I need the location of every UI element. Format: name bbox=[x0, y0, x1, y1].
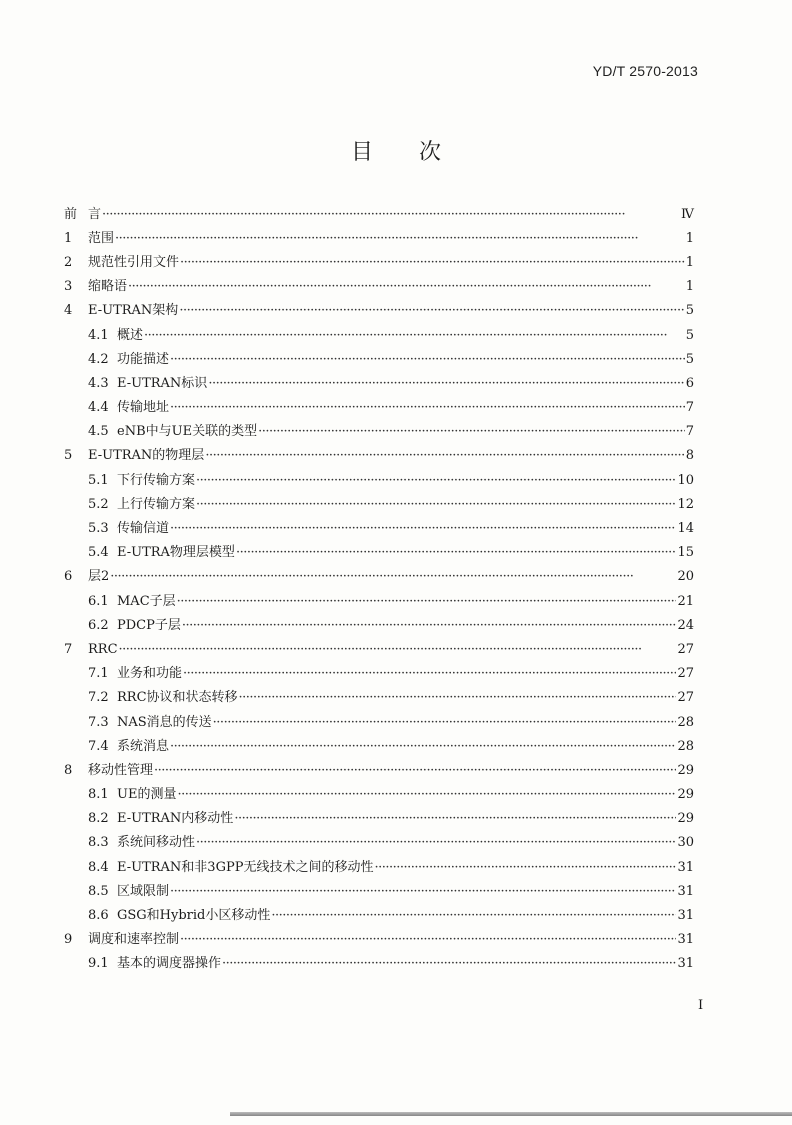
toc-entry[interactable] bbox=[64, 589, 694, 613]
toc-leader-dots bbox=[183, 667, 676, 680]
toc-entry[interactable] bbox=[64, 734, 694, 758]
toc-entry[interactable] bbox=[64, 275, 694, 299]
toc-entry-label: 规范性引用文件 bbox=[88, 254, 180, 270]
toc-entry-label: 功能描述 bbox=[117, 351, 170, 367]
toc-entry-label: E-UTRA物理层模型 bbox=[117, 545, 235, 561]
toc-entry-number: 8.2 bbox=[88, 811, 109, 827]
toc-entry-page: 24 bbox=[677, 617, 694, 633]
toc-entry-page: 5 bbox=[685, 351, 694, 367]
toc-entry-page: 8 bbox=[685, 448, 694, 464]
toc-entry[interactable] bbox=[64, 831, 694, 855]
toc-entry[interactable] bbox=[64, 928, 694, 952]
scan-edge-divider bbox=[230, 1112, 792, 1116]
toc-entry[interactable] bbox=[64, 903, 694, 927]
toc-entry-page: 31 bbox=[677, 883, 694, 899]
toc-entry[interactable] bbox=[64, 662, 694, 686]
toc-entry-label: 传输地址 bbox=[117, 400, 170, 416]
toc-entry-label: 业务和功能 bbox=[117, 666, 183, 682]
toc-entry-page: 31 bbox=[677, 956, 694, 972]
toc-entry-page: 14 bbox=[677, 521, 694, 537]
toc-entry[interactable] bbox=[64, 758, 694, 782]
toc-entry[interactable] bbox=[64, 323, 694, 347]
toc-leader-dots bbox=[180, 256, 685, 269]
toc-entry-label: 系统间移动性 bbox=[117, 835, 196, 851]
toc-entry-number: 5.3 bbox=[88, 521, 109, 537]
toc-entry-page: 6 bbox=[685, 375, 694, 391]
toc-entry-number: 7.2 bbox=[88, 690, 109, 706]
toc-entry-label: 传输信道 bbox=[117, 521, 170, 537]
toc-entry[interactable] bbox=[64, 952, 694, 976]
toc-entry-page: 29 bbox=[677, 762, 694, 778]
toc-entry-number: 5.1 bbox=[88, 472, 109, 488]
toc-leader-dots bbox=[239, 691, 677, 704]
toc-entry-page: 29 bbox=[677, 811, 694, 827]
toc-entry-label: MAC子层 bbox=[117, 593, 176, 609]
toc-entry-label: GSG和Hybrid小区移动性 bbox=[117, 908, 271, 924]
toc-entry-page: 7 bbox=[685, 400, 694, 416]
toc-entry-label: E-UTRAN的物理层 bbox=[88, 448, 205, 464]
toc-entry-label: 上行传输方案 bbox=[117, 496, 196, 512]
toc-entry-number: 3 bbox=[64, 279, 73, 295]
toc-entry-page: 12 bbox=[677, 496, 694, 512]
toc-entry[interactable] bbox=[64, 516, 694, 540]
toc-entry-page: 28 bbox=[677, 738, 694, 754]
toc-leader-dots bbox=[128, 280, 685, 293]
toc-entry-label: RRC bbox=[88, 641, 118, 657]
toc-entry[interactable] bbox=[64, 710, 694, 734]
toc-entry-label: 层2 bbox=[88, 569, 110, 585]
page-number: I bbox=[698, 998, 704, 1013]
toc-leader-dots bbox=[110, 570, 676, 583]
toc-entry-number: 8.5 bbox=[88, 883, 109, 899]
toc-entry-number: 6 bbox=[64, 569, 73, 585]
toc-entry-number: 8.3 bbox=[88, 835, 109, 851]
toc-entry-page: 27 bbox=[677, 641, 694, 657]
toc-leader-dots bbox=[236, 546, 677, 559]
toc-entry-label: 区域限制 bbox=[117, 883, 170, 899]
toc-entry-page: 31 bbox=[677, 932, 694, 948]
toc-entry-page: 5 bbox=[685, 327, 694, 343]
toc-entry-number: 7.4 bbox=[88, 738, 109, 754]
toc-entry[interactable] bbox=[64, 855, 694, 879]
toc-leader-dots bbox=[179, 304, 684, 317]
toc-entry[interactable] bbox=[64, 468, 694, 492]
toc-entry-page: 27 bbox=[677, 690, 694, 706]
toc-entry-label: 下行传输方案 bbox=[117, 472, 196, 488]
table-of-contents bbox=[64, 202, 694, 976]
toc-leader-dots bbox=[177, 788, 676, 801]
toc-entry-number: 1 bbox=[64, 230, 73, 246]
toc-entry-number: 9 bbox=[64, 932, 73, 948]
toc-entry-number: 8.6 bbox=[88, 908, 109, 924]
toc-entry[interactable] bbox=[64, 637, 694, 661]
toc-entry-number: 8.4 bbox=[88, 859, 109, 875]
toc-entry-page: 31 bbox=[677, 908, 694, 924]
toc-leader-dots bbox=[119, 643, 677, 656]
toc-entry[interactable] bbox=[64, 420, 694, 444]
toc-entry[interactable] bbox=[64, 347, 694, 371]
toc-entry-number: 7.1 bbox=[88, 666, 109, 682]
toc-entry-label: NAS消息的传送 bbox=[117, 714, 212, 730]
toc-entry-label: RRC协议和状态转移 bbox=[117, 690, 238, 706]
toc-entry-number: 9.1 bbox=[88, 956, 109, 972]
toc-entry-number: 5.4 bbox=[88, 545, 109, 561]
toc-entry-label: UE的测量 bbox=[117, 787, 177, 803]
toc-entry-label: 概述 bbox=[117, 327, 144, 343]
toc-entry[interactable] bbox=[64, 686, 694, 710]
toc-leader-dots bbox=[170, 740, 676, 753]
toc-leader-dots bbox=[144, 329, 685, 342]
toc-leader-dots bbox=[234, 812, 676, 825]
toc-entry-number: 4.3 bbox=[88, 375, 109, 391]
toc-entry[interactable] bbox=[64, 396, 694, 420]
toc-entry-number: 8.1 bbox=[88, 787, 109, 803]
toc-entry-page: 7 bbox=[685, 424, 694, 440]
toc-entry-label: 基本的调度器操作 bbox=[117, 956, 222, 972]
toc-entry-number: 5.2 bbox=[88, 496, 109, 512]
toc-entry-page: 30 bbox=[677, 835, 694, 851]
toc-entry[interactable] bbox=[64, 783, 694, 807]
toc-entry[interactable] bbox=[64, 226, 694, 250]
toc-entry-number: 5 bbox=[64, 448, 73, 464]
toc-leader-dots bbox=[196, 836, 676, 849]
toc-entry-label: E-UTRAN架构 bbox=[88, 303, 179, 319]
toc-entry-label: 言 bbox=[88, 206, 102, 222]
toc-entry[interactable] bbox=[64, 371, 694, 395]
document-code: YD/T 2570-2013 bbox=[592, 63, 698, 79]
toc-entry[interactable] bbox=[64, 202, 694, 226]
toc-entry[interactable] bbox=[64, 250, 694, 274]
toc-leader-dots bbox=[180, 933, 676, 946]
toc-entry-label: eNB中与UE关联的类型 bbox=[117, 424, 258, 440]
toc-entry-page: 27 bbox=[677, 666, 694, 682]
toc-entry[interactable] bbox=[64, 807, 694, 831]
toc-leader-dots bbox=[208, 377, 684, 390]
toc-entry[interactable] bbox=[64, 613, 694, 637]
toc-leader-dots bbox=[154, 764, 676, 777]
toc-entry-number: 前 bbox=[64, 206, 78, 222]
toc-leader-dots bbox=[170, 353, 685, 366]
toc-entry-number: 4.4 bbox=[88, 400, 109, 416]
toc-entry-page: 5 bbox=[685, 303, 694, 319]
toc-entry[interactable] bbox=[64, 444, 694, 468]
toc-leader-dots bbox=[196, 474, 676, 487]
toc-entry-number: 4.1 bbox=[88, 327, 109, 343]
toc-entry-page: Ⅳ bbox=[681, 206, 694, 222]
toc-entry-label: 缩略语 bbox=[88, 279, 128, 295]
toc-entry-page: 21 bbox=[677, 593, 694, 609]
toc-leader-dots bbox=[271, 909, 676, 922]
toc-entry-page: 20 bbox=[677, 569, 694, 585]
toc-leader-dots bbox=[222, 957, 676, 970]
toc-leader-dots bbox=[177, 595, 677, 608]
toc-leader-dots bbox=[170, 885, 676, 898]
toc-entry[interactable] bbox=[64, 299, 694, 323]
toc-leader-dots bbox=[170, 401, 685, 414]
toc-leader-dots bbox=[182, 619, 677, 632]
toc-entry-number: 6.2 bbox=[88, 617, 109, 633]
toc-leader-dots bbox=[170, 522, 676, 535]
toc-entry-page: 29 bbox=[677, 787, 694, 803]
toc-entry-number: 8 bbox=[64, 762, 73, 778]
toc-entry-label: 移动性管理 bbox=[88, 762, 154, 778]
toc-entry-page: 28 bbox=[677, 714, 694, 730]
toc-entry[interactable] bbox=[64, 565, 694, 589]
page-title: 目次 bbox=[350, 140, 487, 165]
toc-leader-dots bbox=[102, 208, 680, 221]
toc-leader-dots bbox=[196, 498, 676, 511]
toc-entry-page: 31 bbox=[677, 859, 694, 875]
toc-entry-page: 1 bbox=[685, 279, 694, 295]
toc-leader-dots bbox=[213, 716, 677, 729]
toc-entry-page: 1 bbox=[685, 230, 694, 246]
toc-entry-number: 4.2 bbox=[88, 351, 109, 367]
toc-entry-number: 7 bbox=[64, 641, 73, 657]
toc-entry-number: 2 bbox=[64, 254, 73, 270]
toc-entry[interactable] bbox=[64, 492, 694, 516]
toc-entry-page: 10 bbox=[677, 472, 694, 488]
toc-entry-page: 15 bbox=[677, 545, 694, 561]
toc-entry-label: 调度和速率控制 bbox=[88, 932, 180, 948]
toc-entry-label: 系统消息 bbox=[117, 738, 170, 754]
toc-entry-label: 范围 bbox=[88, 230, 115, 246]
toc-entry[interactable] bbox=[64, 541, 694, 565]
toc-entry-number: 7.3 bbox=[88, 714, 109, 730]
toc-entry-label: E-UTRAN内移动性 bbox=[117, 811, 234, 827]
toc-entry-page: 1 bbox=[685, 254, 694, 270]
toc-leader-dots bbox=[258, 425, 685, 438]
toc-entry-number: 4 bbox=[64, 303, 73, 319]
toc-leader-dots bbox=[205, 449, 684, 462]
toc-entry-label: E-UTRAN和非3GPP无线技术之间的移动性 bbox=[117, 859, 374, 875]
toc-entry-label: PDCP子层 bbox=[117, 617, 181, 633]
toc-leader-dots bbox=[374, 861, 676, 874]
toc-entry-number: 6.1 bbox=[88, 593, 109, 609]
toc-entry[interactable] bbox=[64, 879, 694, 903]
toc-entry-number: 4.5 bbox=[88, 424, 109, 440]
toc-leader-dots bbox=[115, 232, 685, 245]
toc-entry-label: E-UTRAN标识 bbox=[117, 375, 208, 391]
